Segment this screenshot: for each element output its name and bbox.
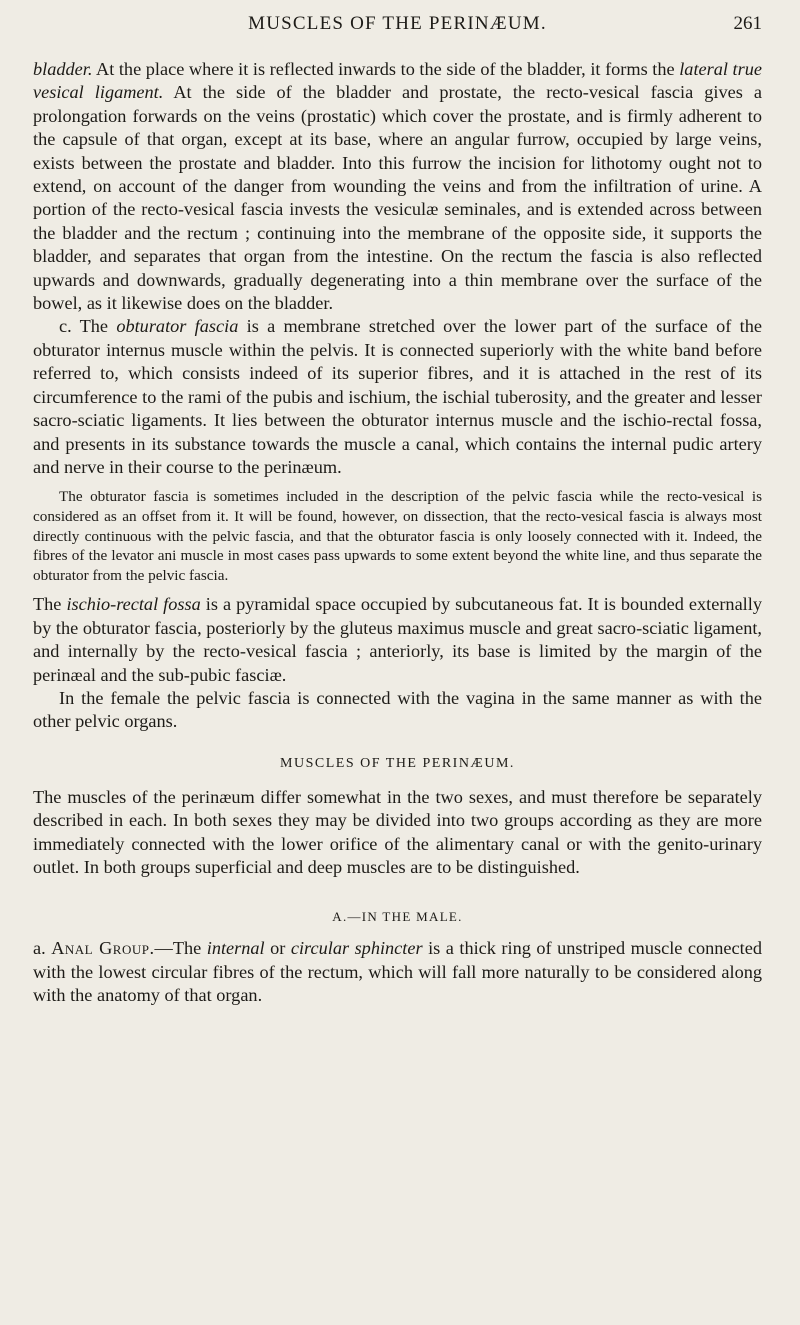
paragraph-or: or xyxy=(264,938,291,959)
paragraph-anal-group xyxy=(33,937,762,1007)
group-name: Anal Group. xyxy=(51,938,155,959)
paragraph-dash: —The xyxy=(154,938,207,959)
term-internal: internal xyxy=(206,938,265,959)
paragraph-text: is a thick ring of unstriped muscle connected with the lowest circular fibres of the rectum, which will fall more naturally to be considered along with the anatomy of that organ. xyxy=(33,938,762,1006)
paragraph-bladder xyxy=(33,58,762,315)
section-body xyxy=(33,786,762,880)
term-lateral-true-vesical-ligament: lateral true vesical ligament. xyxy=(33,59,762,103)
paragraph-lead: The xyxy=(33,594,67,615)
paragraph-lead: c. The xyxy=(59,316,117,337)
term-bladder: bladder. xyxy=(33,59,93,79)
paragraph-text: At the side of the bladder and prostate, the recto-vesical fascia gives a prolongation forwards on the veins (prostatic) which cover the prostate, and is firmly adherent to the capsule of that organ, except at its base, where an angular furrow, occupied by large veins, exists between the prostate and bladder. Into this furrow the incision for lithotomy ought not to extend, on account of the danger from wounding the veins and from the infiltration of urine. A portion of the recto-vesical fascia invests the vesiculæ seminales, and is extended across between the bladder and the rectum ; continuing into the membrane of the opposite side, it supports the bladder, and separates that organ from the intestine. On the rectum the fascia is also reflected upwards and downwards, gradually degenerating into a thin membrane over the surface of the bowel, as it likewise does on the bladder. xyxy=(33,82,762,314)
term-ischio-rectal-fossa: ischio-rectal fossa xyxy=(66,594,201,615)
paragraph-ischio-rectal-fossa xyxy=(33,593,762,687)
paragraph-text: is a membrane stretched over the lower part of the surface of the obturator internus muscle within the pelvis. It is connected superiorly with the white band before referred to, which consists indeed of its superior fibres, and it is attached in the rest of its circumference to the rami of the pubis and ischium, the ischial tuberosity, and the greater and lesser sacro-sciatic ligaments. It lies between the obturator internus muscle and the ischio-rectal fossa, and presents in its substance towards the muscle a canal, which contains the internal pudic artery and nerve in their course to the perinæum. xyxy=(33,316,762,477)
paragraph-text: At the place where it is reflected inwards to the side of the bladder, it forms the xyxy=(92,59,680,79)
paragraph-obturator-fascia xyxy=(33,315,762,479)
term-circular-sphincter: circular sphincter xyxy=(290,938,423,959)
paragraph-muscles-intro: The muscles of the perinæum differ somewhat in the two sexes, and must therefore be separately described in each. In both sexes they may be divided into two groups according as they are more immediately connected with the lower orifice of the alimentary canal or with the genito-urinary outlet. In both groups superficial and deep muscles are to be distinguished. xyxy=(33,786,762,877)
paragraph-lead: a. xyxy=(33,938,52,959)
subsection-heading: A.—IN THE MALE. xyxy=(332,909,463,925)
running-head xyxy=(33,0,762,58)
subsection-body xyxy=(33,937,762,1007)
note-text: The obturator fascia is sometimes included in the description of the pelvic fascia while the recto-vesical is considered as an offset from it. It will be found, however, on dissection, that the recto-vesical fascia is always most directly continuous with the pelvic fascia, and that the obturator fascia is only loosely connected with it. Indeed, the fibres of the levator ani muscle in most cases pass upwards to some extent beyond the white line, and thus separate the obturator from the pelvic fascia. xyxy=(33,488,762,584)
page-number: 261 xyxy=(733,13,762,34)
running-title: MUSCLES OF THE PERINÆUM. xyxy=(248,13,547,34)
body-text xyxy=(33,58,762,479)
body-text-continued xyxy=(33,593,762,733)
term-obturator-fascia: obturator fascia xyxy=(116,316,239,337)
footnote-paragraph xyxy=(33,487,762,585)
section-heading: MUSCLES OF THE PERINÆUM. xyxy=(280,755,515,771)
paragraph-text: is a pyramidal space occupied by subcutaneous fat. It is bounded externally by the obturator fascia, posteriorly by the gluteus maximus muscle and great sacro-sciatic ligament, and internally by the recto-vesical fascia ; anteriorly, its base is limited by the margin of the perinæal and the sub-pubic fasciæ. xyxy=(33,594,762,685)
paragraph-female: In the female the pelvic fascia is connected with the vagina in the same manner as with the other pelvic organs. xyxy=(33,687,762,732)
